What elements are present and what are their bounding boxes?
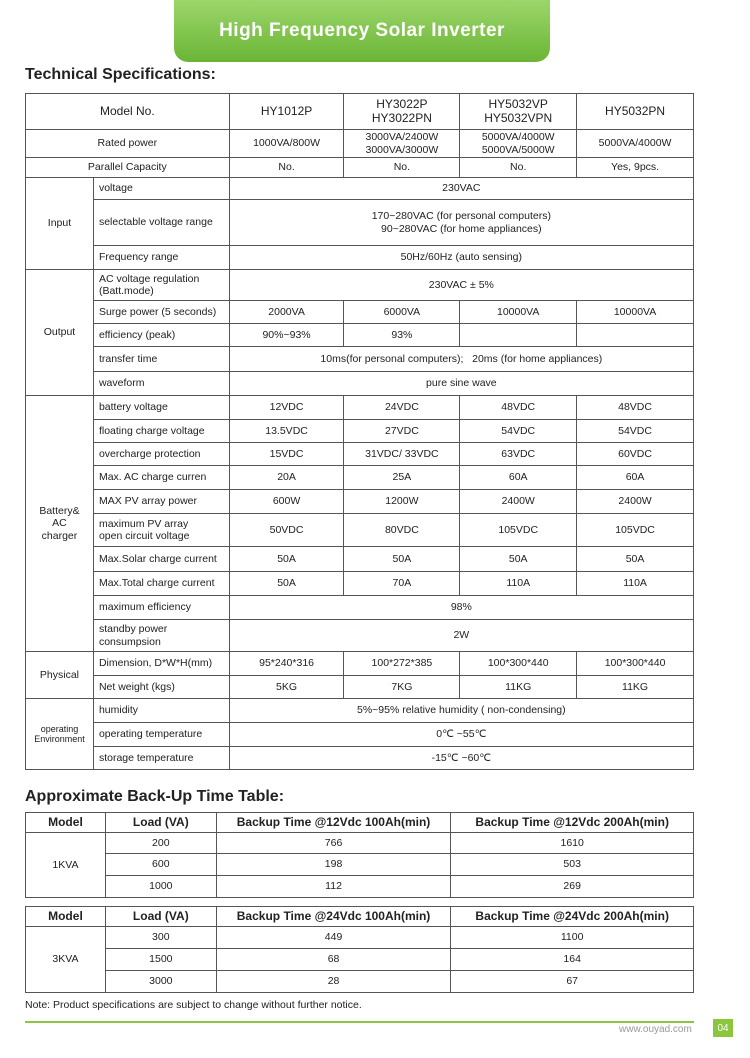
output-regulation-label: AC voltage regulation (Batt.mode) [93, 270, 229, 301]
backup1-row [26, 833, 694, 854]
backup2-row [26, 971, 694, 993]
input-group-label: Input [26, 178, 94, 270]
backup2-row [26, 949, 694, 971]
input-frequency-label: Frequency range [93, 246, 229, 270]
humidity-value: 5%~95% relative humidity ( non-condensing) [229, 699, 693, 723]
backup2-100ah-header: Backup Time @24Vdc 100Ah(min) [216, 907, 451, 927]
max-pv-power-label: MAX PV array power [93, 490, 229, 514]
backup1-t100: 112 [216, 876, 451, 898]
max-total-2: 70A [344, 572, 460, 596]
weight-label: Net weight (kgs) [93, 676, 229, 699]
weight-2: 7KG [344, 676, 460, 699]
battery-voltage-3: 48VDC [460, 396, 577, 420]
output-surge-2: 6000VA [344, 301, 460, 324]
website-link[interactable]: www.ouyad.com [619, 1024, 692, 1035]
output-waveform-label: waveform [93, 372, 229, 396]
op-temp-label: operating temperature [93, 723, 229, 747]
dimension-row [26, 652, 694, 676]
backup1-load: 600 [105, 854, 216, 876]
floating-4: 54VDC [577, 420, 694, 443]
output-transfer-label: transfer time [93, 347, 229, 372]
pv-voc-4: 105VDC [577, 514, 694, 547]
overcharge-4: 60VDC [577, 443, 694, 466]
backup1-row [26, 854, 694, 876]
max-solar-3: 50A [460, 547, 577, 572]
model-2: HY3022P HY3022PN [344, 94, 460, 130]
backup1-load: 1000 [105, 876, 216, 898]
max-pv-power-row [26, 490, 694, 514]
spec-header-row [26, 94, 694, 130]
input-frequency-row [26, 246, 694, 270]
backup1-t200: 269 [451, 876, 694, 898]
output-regulation-row [26, 270, 694, 301]
battery-voltage-row [26, 396, 694, 420]
floating-2: 27VDC [344, 420, 460, 443]
standby-label: standby power consumpsion [93, 620, 229, 652]
dimension-label: Dimension, D*W*H(mm) [93, 652, 229, 676]
max-solar-4: 50A [577, 547, 694, 572]
max-solar-2: 50A [344, 547, 460, 572]
backup1-t100: 766 [216, 833, 451, 854]
battery-voltage-4: 48VDC [577, 396, 694, 420]
backup2-header-row [26, 907, 694, 927]
backup-title: Approximate Back-Up Time Table: [25, 788, 285, 805]
floating-1: 13.5VDC [229, 420, 344, 443]
rated-power-2: 3000VA/2400W 3000VA/3000W [344, 130, 460, 158]
max-efficiency-label: maximum efficiency [93, 596, 229, 620]
max-pv-power-3: 2400W [460, 490, 577, 514]
output-efficiency-row [26, 324, 694, 347]
max-total-3: 110A [460, 572, 577, 596]
storage-temp-value: -15℃ ~60℃ [229, 747, 693, 770]
storage-temp-row [26, 747, 694, 770]
parallel-4: Yes, 9pcs. [577, 158, 694, 178]
overcharge-1: 15VDC [229, 443, 344, 466]
dimension-3: 100*300*440 [460, 652, 577, 676]
backup2-t100: 68 [216, 949, 451, 971]
model-3: HY5032VP HY5032VPN [460, 94, 577, 130]
floating-3: 54VDC [460, 420, 577, 443]
humidity-label: humidity [93, 699, 229, 723]
standby-value: 2W [229, 620, 693, 652]
input-range-label: selectable voltage range [93, 200, 229, 246]
max-ac-4: 60A [577, 466, 694, 490]
footnote: Note: Product specifications are subject to change without further notice. [25, 999, 362, 1011]
backup2-model-header: Model [26, 907, 106, 927]
input-range-value: 170~280VAC (for personal computers) 90~280VAC (for home appliances) [229, 200, 693, 246]
dimension-1: 95*240*316 [229, 652, 344, 676]
rated-power-label: Rated power [26, 130, 230, 158]
backup1-load-header: Load (VA) [105, 813, 216, 833]
backup1-row [26, 876, 694, 898]
backup1-load: 200 [105, 833, 216, 854]
backup1-header-row [26, 813, 694, 833]
rated-power-1: 1000VA/800W [229, 130, 344, 158]
input-range-row [26, 200, 694, 246]
max-total-label: Max.Total charge current [93, 572, 229, 596]
page-banner [174, 0, 550, 62]
rated-power-3: 5000VA/4000W 5000VA/5000W [460, 130, 577, 158]
input-voltage-label: voltage [93, 178, 229, 200]
pv-voc-row [26, 514, 694, 547]
banner-title: High Frequency Solar Inverter [219, 20, 505, 41]
backup1-200ah-header: Backup Time @12Vdc 200Ah(min) [451, 813, 694, 833]
output-transfer-value: 10ms(for personal computers); 20ms (for home appliances) [229, 347, 693, 372]
backup2-t200: 1100 [451, 927, 694, 949]
op-temp-value: 0℃ ~55℃ [229, 723, 693, 747]
rated-power-4: 5000VA/4000W [577, 130, 694, 158]
backup2-t200: 67 [451, 971, 694, 993]
pv-voc-1: 50VDC [229, 514, 344, 547]
environment-group-label: operating Environment [26, 699, 94, 770]
parallel-3: No. [460, 158, 577, 178]
battery-voltage-label: battery voltage [93, 396, 229, 420]
page-number: 04 [713, 1019, 733, 1037]
output-efficiency-2: 93% [344, 324, 460, 347]
max-solar-1: 50A [229, 547, 344, 572]
input-voltage-value: 230VAC [229, 178, 693, 200]
max-solar-row [26, 547, 694, 572]
parallel-1: No. [229, 158, 344, 178]
output-surge-label: Surge power (5 seconds) [93, 301, 229, 324]
weight-3: 11KG [460, 676, 577, 699]
output-transfer-row [26, 347, 694, 372]
output-waveform-row [26, 372, 694, 396]
backup2-load: 3000 [105, 971, 216, 993]
output-efficiency-4 [577, 324, 694, 347]
max-total-4: 110A [577, 572, 694, 596]
parallel-label: Parallel Capacity [26, 158, 230, 178]
floating-row [26, 420, 694, 443]
output-surge-3: 10000VA [460, 301, 577, 324]
model-4: HY5032PN [577, 94, 694, 130]
input-voltage-row [26, 178, 694, 200]
max-total-1: 50A [229, 572, 344, 596]
backup1-t200: 503 [451, 854, 694, 876]
backup2-t200: 164 [451, 949, 694, 971]
max-pv-power-2: 1200W [344, 490, 460, 514]
input-frequency-value: 50Hz/60Hz (auto sensing) [229, 246, 693, 270]
overcharge-label: overcharge protection [93, 443, 229, 466]
standby-row [26, 620, 694, 652]
max-ac-row [26, 466, 694, 490]
backup2-load: 1500 [105, 949, 216, 971]
output-group-label: Output [26, 270, 94, 396]
output-regulation-value: 230VAC ± 5% [229, 270, 693, 301]
weight-1: 5KG [229, 676, 344, 699]
max-ac-label: Max. AC charge curren [93, 466, 229, 490]
weight-row [26, 676, 694, 699]
max-ac-1: 20A [229, 466, 344, 490]
output-waveform-value: pure sine wave [229, 372, 693, 396]
parallel-2: No. [344, 158, 460, 178]
backup2-load-header: Load (VA) [105, 907, 216, 927]
backup2-row [26, 927, 694, 949]
battery-voltage-2: 24VDC [344, 396, 460, 420]
battery-voltage-1: 12VDC [229, 396, 344, 420]
overcharge-3: 63VDC [460, 443, 577, 466]
parallel-row [26, 158, 694, 178]
backup2-t100: 449 [216, 927, 451, 949]
op-temp-row [26, 723, 694, 747]
pv-voc-3: 105VDC [460, 514, 577, 547]
output-surge-row [26, 301, 694, 324]
spec-table [25, 93, 694, 770]
output-efficiency-1: 90%~93% [229, 324, 344, 347]
battery-group-label: Battery& AC charger [26, 396, 94, 652]
footer-divider [25, 1021, 694, 1023]
output-surge-1: 2000VA [229, 301, 344, 324]
backup1-t100: 198 [216, 854, 451, 876]
backup1-model-header: Model [26, 813, 106, 833]
rated-power-row [26, 130, 694, 158]
floating-label: floating charge voltage [93, 420, 229, 443]
dimension-4: 100*300*440 [577, 652, 694, 676]
max-ac-3: 60A [460, 466, 577, 490]
output-efficiency-3 [460, 324, 577, 347]
storage-temp-label: storage temperature [93, 747, 229, 770]
max-ac-2: 25A [344, 466, 460, 490]
max-pv-power-1: 600W [229, 490, 344, 514]
weight-4: 11KG [577, 676, 694, 699]
backup2-load: 300 [105, 927, 216, 949]
tech-spec-title: Technical Specifications: [25, 66, 216, 83]
pv-voc-label: maximum PV array open circuit voltage [93, 514, 229, 547]
backup1-model: 1KVA [26, 833, 106, 898]
pv-voc-2: 80VDC [344, 514, 460, 547]
max-pv-power-4: 2400W [577, 490, 694, 514]
backup1-t200: 1610 [451, 833, 694, 854]
overcharge-row [26, 443, 694, 466]
backup2-model: 3KVA [26, 927, 106, 993]
max-total-row [26, 572, 694, 596]
output-efficiency-label: efficiency (peak) [93, 324, 229, 347]
model-no-label: Model No. [26, 94, 230, 130]
max-efficiency-row [26, 596, 694, 620]
backup1-100ah-header: Backup Time @12Vdc 100Ah(min) [216, 813, 451, 833]
backup2-t100: 28 [216, 971, 451, 993]
max-solar-label: Max.Solar charge current [93, 547, 229, 572]
backup-table-12v [25, 812, 694, 898]
output-surge-4: 10000VA [577, 301, 694, 324]
model-1: HY1012P [229, 94, 344, 130]
humidity-row [26, 699, 694, 723]
backup2-200ah-header: Backup Time @24Vdc 200Ah(min) [451, 907, 694, 927]
dimension-2: 100*272*385 [344, 652, 460, 676]
physical-group-label: Physical [26, 652, 94, 699]
overcharge-2: 31VDC/ 33VDC [344, 443, 460, 466]
backup-table-24v [25, 906, 694, 993]
max-efficiency-value: 98% [229, 596, 693, 620]
